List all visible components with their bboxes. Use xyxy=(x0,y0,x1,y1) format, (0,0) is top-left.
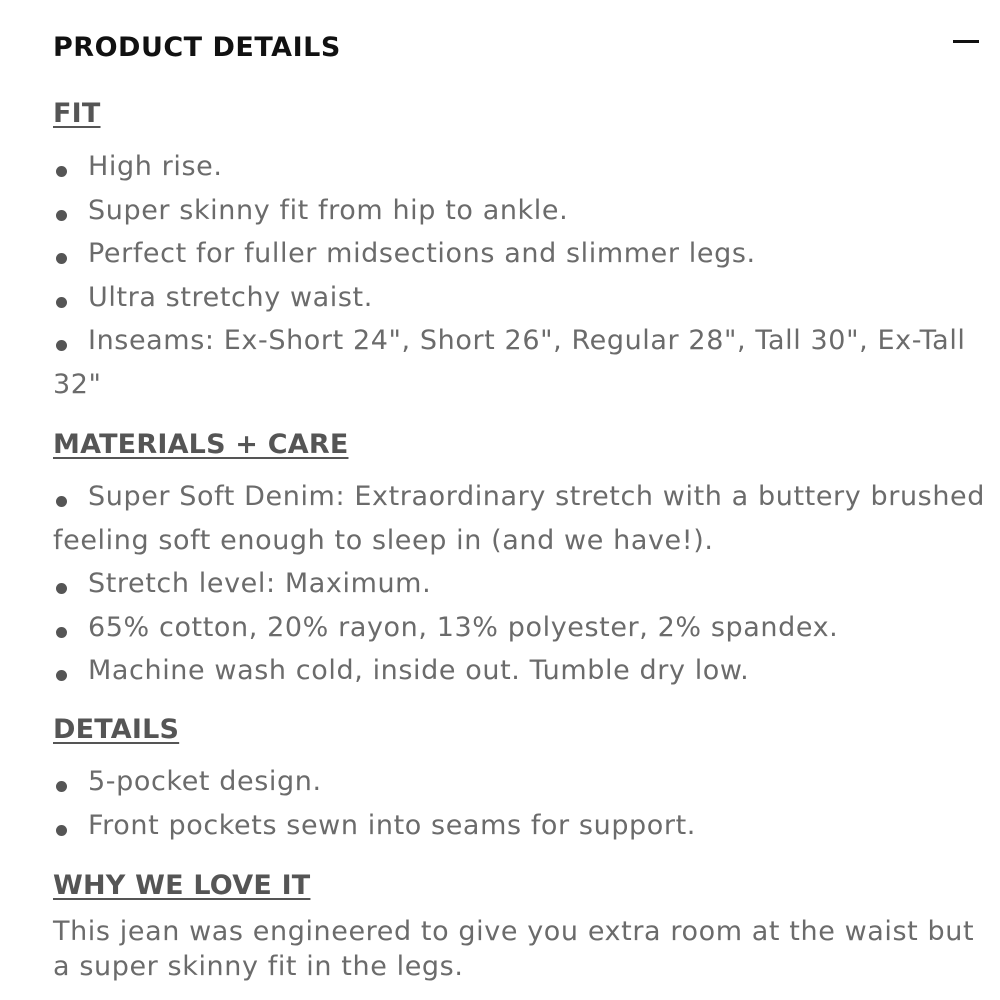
section-title-details: DETAILS xyxy=(53,714,180,745)
list-item: Ultra stretchy waist. xyxy=(88,281,373,313)
section-title-materials-care: MATERIALS + CARE xyxy=(53,429,349,460)
list-item: Machine wash cold, inside out. Tumble dry low. xyxy=(88,655,750,686)
collapse-button[interactable] xyxy=(953,36,981,56)
materials-care-list xyxy=(53,475,988,693)
section-title-why-we-love-it: WHY WE LOVE IT xyxy=(53,870,311,901)
list-item: 65% cotton, 20% rayon, 13% polyester, 2% spandex. xyxy=(88,611,839,643)
product-details-header[interactable] xyxy=(53,30,983,66)
product-details-title: PRODUCT DETAILS xyxy=(53,32,341,63)
list-item: Super Soft Denim: Extraordinary stretch with a buttery brushed feeling soft enough to sleep in (and we have!). xyxy=(53,481,985,556)
list-item: Stretch level: Maximum. xyxy=(88,568,432,599)
list-item: 5-pocket design. xyxy=(88,766,322,797)
list-item: High rise. xyxy=(88,151,223,182)
list-item: Inseams: Ex-Short 24", Short 26", Regular 28", Tall 30", Ex-Tall 32" xyxy=(53,325,966,400)
minus-icon xyxy=(953,40,979,43)
details-list xyxy=(53,760,988,847)
why-we-love-it-text: This jean was engineered to give you extra room at the waist but a super skinny fit in the legs. xyxy=(53,916,975,982)
list-item: Super skinny fit from hip to ankle. xyxy=(88,194,569,226)
list-item: Front pockets sewn into seams for support. xyxy=(88,809,696,841)
section-title-fit: FIT xyxy=(53,98,101,129)
list-item: Perfect for fuller midsections and slimmer legs. xyxy=(88,238,756,269)
fit-list xyxy=(53,145,988,406)
